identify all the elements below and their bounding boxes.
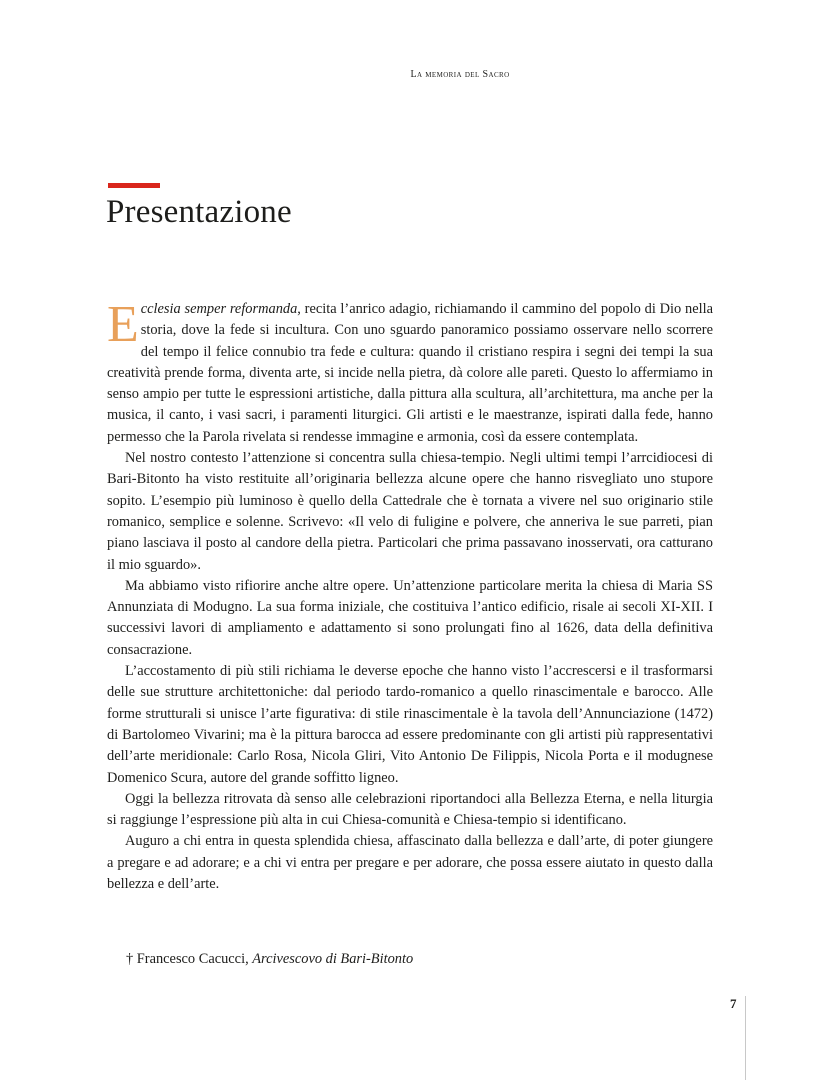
signature-name: † Francesco Cacucci,	[126, 951, 253, 967]
running-header: La memoria del Sacro	[410, 69, 510, 80]
paragraph-2: Nel nostro contesto l’attenzione si concentra sulla chiesa-tempio. Negli ultimi tempi l’arrcidiocesi di Bari-Bitonto ha visto restituite all’originaria bellezza alcune opere che hanno risvegliato uno stupore sopito. L’esempio più luminoso è quello della Cattedrale che è tornata a vivere nel suo originario stile romanico, semplice e solenne. Scrivevo: «Il velo di fuligine e polvere, che anneriva le sue parreti, pian piano lasciava il posto al candore della pietra. Particolari che prima passavano inosservati, ora catturano il mio sguardo».	[107, 450, 713, 573]
body-text	[107, 296, 713, 895]
paragraph-3: Ma abbiamo visto rifiorire anche altre opere. Un’attenzione particolare merita la chiesa di Maria SS Annunziata di Modugno. La sua forma iniziale, che costituiva l’antico edificio, risale ai secoli XI-XII. I successivi lavori di ampliamento e adattamento si sono prolungati fino al 1626, data della definitiva consacrazione.	[107, 577, 713, 658]
signature-role: Arcivescovo di Bari-Bitonto	[252, 951, 414, 967]
title-accent-rule	[108, 183, 160, 188]
paragraph-5: Oggi la bellezza ritrovata dà senso alle celebrazioni riportandoci alla Bellezza Eterna, e nella liturgia si raggiunge l’espressione più alta in cui Chiesa-comunità e Chiesa-tempio si identificano.	[107, 790, 713, 829]
paragraph-1	[107, 296, 713, 448]
margin-rule	[745, 996, 746, 1080]
lead-italic-phrase: cclesia semper reformanda	[140, 301, 298, 317]
paragraph-1-text: , recita l’anrico adagio, richiamando il cammino del popolo di Dio nella storia, dove la fede si incultura. Con uno sguardo panoramico possiamo osservare nello scorrere del tempo il felice connubio tra fede e cultura: quando il cristiano respira i segni dei tempi la sua creatività prende forma, diventa arte, si incide nella pietra, dà colore alle pareti. Questo lo affermiamo in senso ampio per tutte le espressioni artistiche, dalla pittura alla scultura, all’architettura, ma anche per la musica, il canto, i vasi sacri, i paramenti liturgici. Gli artisti e le maestranze, ispirati dalla fede, hanno permesso che la Parola rivelata si rendesse immagine e armonia, così da essere contemplata.	[107, 301, 713, 445]
paragraph-6: Auguro a chi entra in questa splendida chiesa, affascinato dalla bellezza e dall’arte, di poter giungere a pregare e ad adorare; e a chi vi entra per pregare e per adorare, che possa essere aiutato in questo dalla bellezza e dell’arte.	[107, 833, 713, 893]
page-title: Presentazione	[106, 194, 292, 230]
signature	[126, 951, 413, 968]
page-number: 7	[730, 996, 737, 1011]
drop-cap: E	[107, 296, 139, 353]
paragraph-4: L’accostamento di più stili richiama le deverse epoche che hanno visto l’accrescersi e il trasformarsi delle sue strutture architettoniche: dal periodo tardo-romanico a quello rinascimentale e barocco. Alle forme strutturali si unisce l’arte figurativa: di stile rinascimentale è la tavola dell’Annunciazione (1472) di Bartolomeo Vivarini; ma è la pittura barocca ad essere predominante con gli artisti più rappresentativi dell’arte meridionale: Carlo Rosa, Nicola Gliri, Vito Antonio De Filippis, Nicola Porta e il modugnese Domenico Scura, autore del grande soffitto ligneo.	[107, 663, 713, 786]
